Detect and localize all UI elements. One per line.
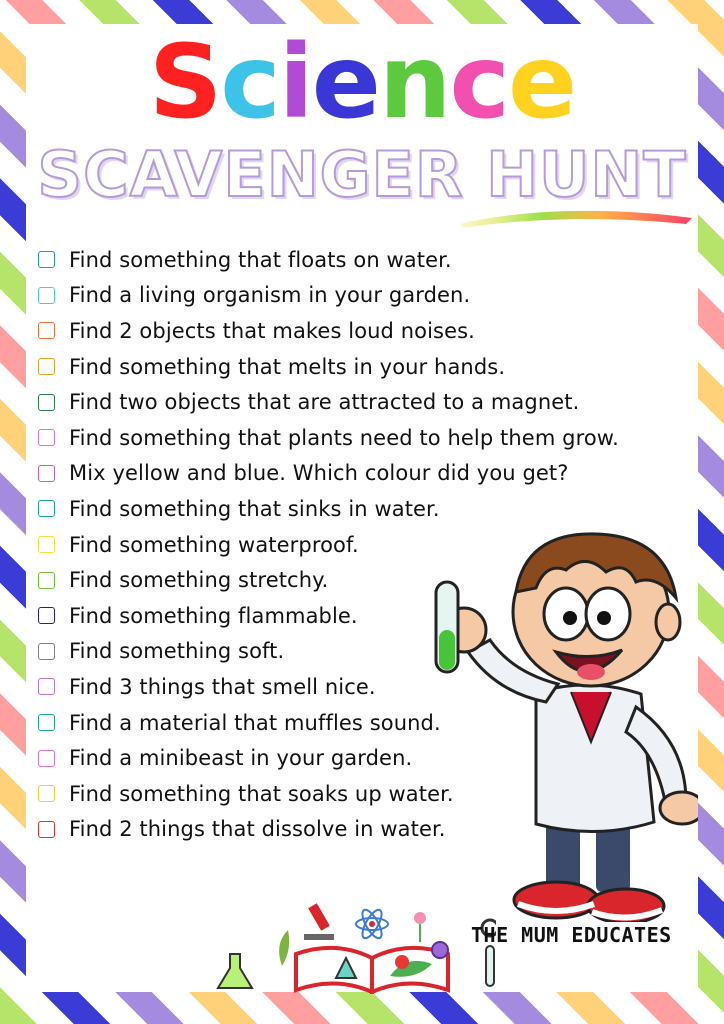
title-letter: e — [508, 23, 576, 142]
checklist-item — [38, 420, 619, 456]
checkbox[interactable] — [38, 251, 55, 268]
title-letter: n — [378, 23, 450, 142]
checklist-item-text: Find something that melts in your hands. — [69, 354, 506, 379]
checklist-item-text: Find 3 things that smell nice. — [69, 674, 376, 699]
checkbox[interactable] — [38, 678, 55, 695]
checkbox[interactable] — [38, 287, 55, 304]
checkbox[interactable] — [38, 465, 55, 482]
title-letter: i — [278, 23, 312, 142]
checkbox[interactable] — [38, 394, 55, 411]
checkbox[interactable] — [38, 572, 55, 589]
title-letter: c — [449, 23, 508, 142]
checklist-item-text: Find something soft. — [69, 639, 285, 664]
checklist-item — [38, 384, 619, 420]
checkbox[interactable] — [38, 429, 55, 446]
checkbox[interactable] — [38, 643, 55, 660]
checkbox[interactable] — [38, 714, 55, 731]
checkbox[interactable] — [38, 607, 55, 624]
checkbox[interactable] — [38, 750, 55, 767]
rainbow-swoosh-decoration — [456, 204, 696, 234]
page-title — [26, 18, 698, 148]
checklist-item-text: Find something that plants need to help them grow. — [69, 425, 619, 450]
checklist-item-text: Find 2 things that dissolve in water. — [69, 817, 446, 842]
checklist-item — [38, 349, 619, 385]
checkbox[interactable] — [38, 536, 55, 553]
checklist-item — [38, 242, 619, 278]
science-icons-decoration — [196, 884, 496, 994]
checklist-item-text: Find two objects that are attracted to a magnet. — [69, 390, 580, 415]
title-letter: S — [148, 23, 221, 142]
checkbox[interactable] — [38, 821, 55, 838]
checklist-item-text: Find something flammable. — [69, 603, 358, 628]
checkbox[interactable] — [38, 322, 55, 339]
checklist-item-text: Find something waterproof. — [69, 532, 359, 557]
checklist-item-text: Find a material that muffles sound. — [69, 710, 441, 735]
checklist-item-text: Find something that floats on water. — [69, 247, 452, 272]
checklist-item-text: Find a living organism in your garden. — [69, 283, 471, 308]
checklist-item — [38, 278, 619, 314]
checkbox[interactable] — [38, 358, 55, 375]
worksheet — [26, 24, 698, 992]
checklist-item — [38, 456, 619, 492]
checklist-item-text: Find something that soaks up water. — [69, 781, 454, 806]
scientist-boy-illustration — [386, 502, 698, 922]
checklist-item-text: Find something stretchy. — [69, 568, 329, 593]
checklist-item-text: Find something that sinks in water. — [69, 496, 440, 521]
checkbox[interactable] — [38, 785, 55, 802]
checkbox[interactable] — [38, 500, 55, 517]
brand-logo: THE MUM EDUCATES — [471, 923, 672, 947]
checklist-item-text: Mix yellow and blue. Which colour did you get? — [69, 461, 569, 486]
checklist-item — [38, 313, 619, 349]
title-letter: e — [311, 23, 379, 142]
title-letter: c — [220, 23, 279, 142]
checklist-item-text: Find a minibeast in your garden. — [69, 746, 413, 771]
page-subtitle: SCAVENGER HUNT — [37, 138, 687, 211]
checklist-item-text: Find 2 objects that makes loud noises. — [69, 318, 475, 343]
